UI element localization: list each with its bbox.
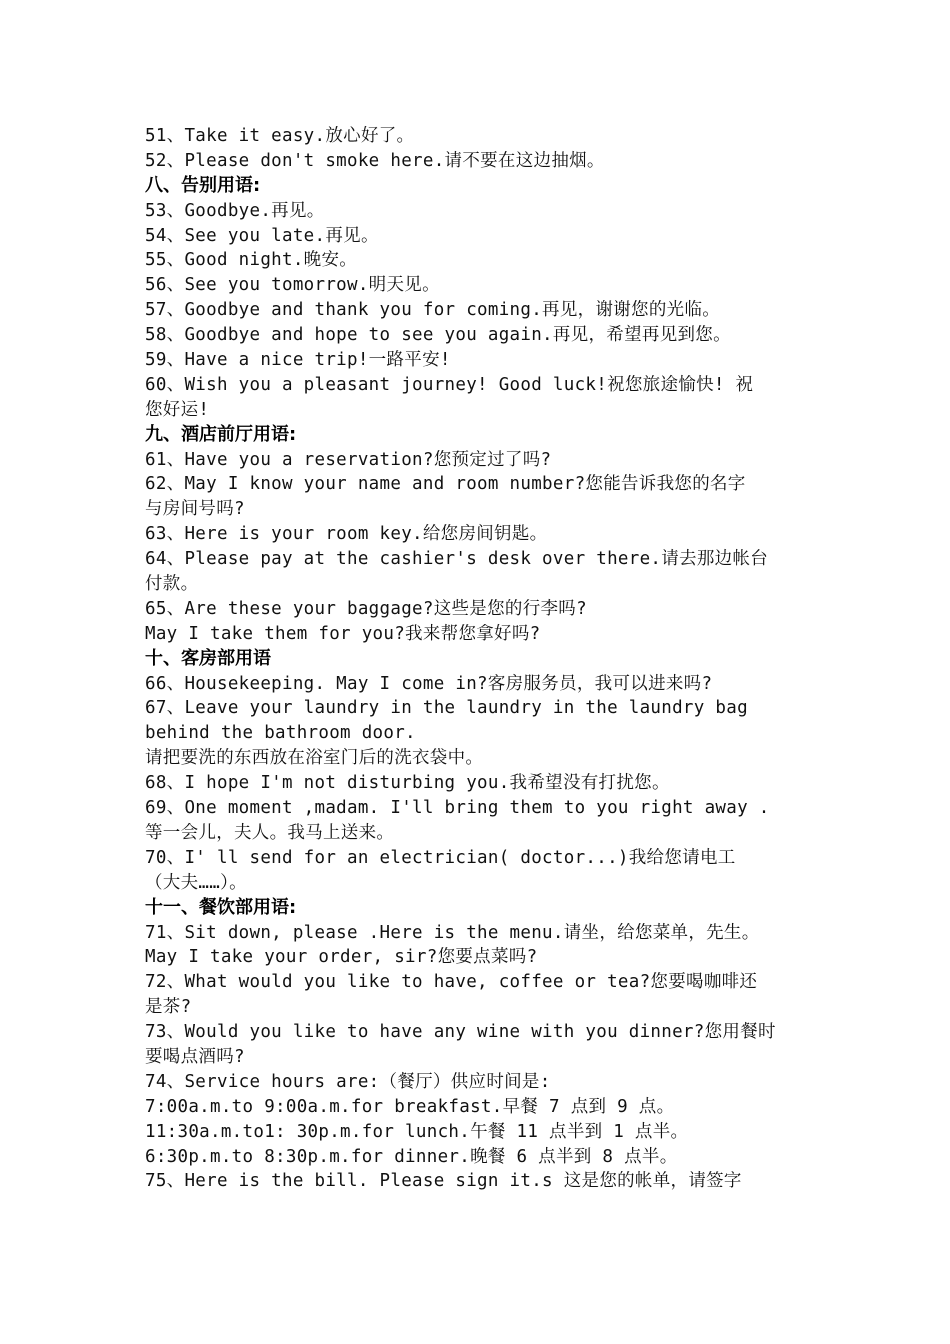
text-line: 56、See you tomorrow.明天见。 bbox=[145, 275, 440, 296]
text-line: 6:30p.m.to 8:30p.m.for dinner.晚餐 6 点半到 8 点半。 bbox=[145, 1146, 678, 1167]
text-line: 75、Here is the bill. Please sign it.s 这是您的帐单，请签字 bbox=[145, 1171, 742, 1192]
section-heading: 九、酒店前厅用语: bbox=[145, 423, 297, 445]
text-line: behind the bathroom door. bbox=[145, 723, 416, 744]
text-line: 51、Take it easy.放心好了。 bbox=[145, 126, 415, 146]
text-line: 64、Please pay at the cashier's desk over there.请去那边帐台 bbox=[145, 549, 769, 570]
text-line: 请把要洗的东西放在浴室门后的洗衣袋中。 bbox=[145, 748, 484, 769]
text-line: May I take your order, sir?您要点菜吗? bbox=[145, 947, 538, 968]
text-line: 付款。 bbox=[145, 574, 199, 595]
text-line: 54、See you late.再见。 bbox=[145, 225, 379, 246]
text-line: 53、Goodbye.再见。 bbox=[145, 200, 325, 221]
text-line: 62、May I know your name and room number?您能告诉我您的名字 bbox=[145, 474, 746, 495]
text-line: 11:30a.m.to1: 30p.m.for lunch.午餐 11 点半到 1 点半。 bbox=[145, 1121, 689, 1142]
section-heading: 十一、餐饮部用语: bbox=[145, 896, 297, 918]
text-line: 65、Are these your baggage?这些是您的行李吗? bbox=[145, 598, 587, 619]
text-line: 68、I hope I'm not disturbing you.我希望没有打扰您。 bbox=[145, 773, 670, 794]
text-line: 59、Have a nice trip!一路平安! bbox=[145, 350, 451, 371]
text-line: 是茶? bbox=[145, 997, 192, 1018]
text-line: 58、Goodbye and hope to see you again.再见，希望再见到您。 bbox=[145, 325, 731, 346]
text-line: 60、Wish you a pleasant journey! Good luck!祝您旅途愉快! 祝 bbox=[145, 374, 754, 395]
document-page bbox=[145, 124, 815, 1194]
text-line: 63、Here is your room key.给您房间钥匙。 bbox=[145, 524, 548, 545]
text-line: 67、Leave your laundry in the laundry in the laundry bag bbox=[145, 698, 748, 719]
text-line: 74、Service hours are:（餐厅）供应时间是: bbox=[145, 1071, 551, 1092]
text-line: 70、I' ll send for an electrician( doctor...)我给您请电工 bbox=[145, 847, 736, 868]
text-line: May I take them for you?我来帮您拿好吗? bbox=[145, 623, 541, 644]
text-line: 52、Please don't smoke here.请不要在这边抽烟。 bbox=[145, 150, 605, 171]
section-heading: 十、客房部用语 bbox=[145, 647, 271, 669]
text-line: 您好运! bbox=[145, 399, 210, 420]
text-line: 等一会儿，夫人。我马上送来。 bbox=[145, 822, 395, 843]
text-line: 7:00a.m.to 9:00a.m.for breakfast.早餐 7 点到 9 点。 bbox=[145, 1096, 675, 1117]
text-line: 61、Have you a reservation?您预定过了吗? bbox=[145, 449, 552, 470]
text-line: 与房间号吗? bbox=[145, 499, 245, 520]
text-line: 57、Goodbye and thank you for coming.再见，谢谢您的光临。 bbox=[145, 300, 721, 321]
text-line: 69、One moment ,madam. I'll bring them to you right away . bbox=[145, 798, 770, 819]
text-line: 66、Housekeeping. May I come in?客房服务员，我可以进来吗? bbox=[145, 673, 713, 694]
text-line: （大夫……）。 bbox=[145, 872, 247, 893]
text-line: 55、Good night.晚安。 bbox=[145, 250, 358, 271]
text-line: 要喝点酒吗? bbox=[145, 1046, 245, 1067]
section-heading: 八、告别用语: bbox=[145, 174, 261, 196]
text-line: 72、What would you like to have, coffee or tea?您要喝咖啡还 bbox=[145, 972, 758, 993]
text-line: 71、Sit down, please .Here is the menu.请坐，给您菜单，先生。 bbox=[145, 922, 760, 943]
text-line: 73、Would you like to have any wine with you dinner?您用餐时 bbox=[145, 1022, 776, 1043]
